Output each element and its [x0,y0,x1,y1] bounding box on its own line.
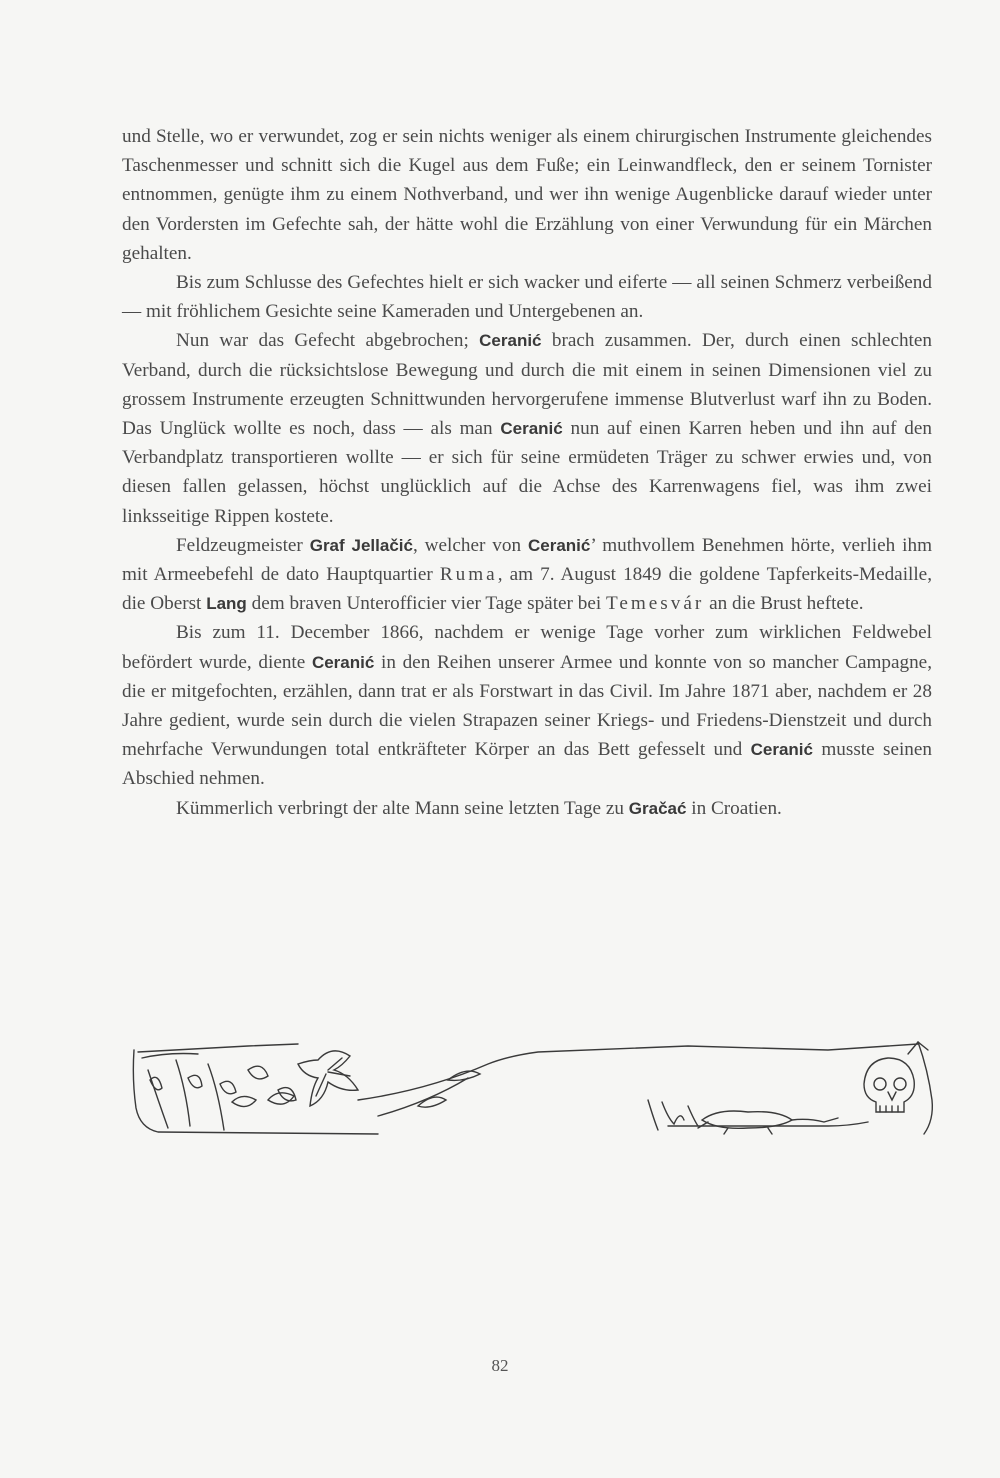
text-run: Bis zum 11. December 1866, nachdem er wenige Tage vorher zum wirklichen Feldwebel befördert wurde, diente [122,622,932,673]
text-run: brach zusammen. Der, durch einen schlechten Verband, durch die rücksichtslose Bewegung und durch die mit einem in seinen Dimensionen viel zu grossem Instrumente erzeugten Schnittwunden hervorgerufene immense Blutverlust warf ihn zu Boden. Das Unglück wollte es noch, dass — als man [122,330,932,440]
text-run: musste seinen Abschied nehmen. [122,739,933,790]
bold-name: Ceranić [527,535,591,555]
body-text [122,122,932,823]
bold-name: Ceranić [750,740,813,760]
text-run: Bis zum Schlusse des Gefechtes hielt er sich wacker und eiferte — all seinen Schmerz verbeißend — mit fröhlichem Gesichte seine Kameraden und Untergebenen an. [122,272,932,323]
text-run: an die Brust heftete. [704,593,864,615]
text-run: , welcher von [412,534,528,556]
text-run: Nun war das Gefecht abgebrochen; [176,330,480,352]
text-run: Kümmerlich verbringt der alte Mann seine letzten Tage zu [176,797,629,819]
bold-name: Graf Jellačić [309,535,413,555]
page-number: 82 [491,1356,509,1375]
text-run: und Stelle, wo er verwundet, zog er sein nichts weniger als einem chirurgischen Instrumente gleichendes Taschenmesser und schnitt sich die Kugel aus dem Fuße; ein Leinwandfleck, den er seinem Tornister entnommen, genügte ihm zu einem Nothverband, und wer ihn wenige Augenblicke darauf wieder unter den Vordersten im Gefechte sah, der hätte wohl die Erzählung von einer Verwundung für ein Märchen gehalten. [122,126,932,264]
bold-name: Ceranić [479,331,542,351]
text-run: Temesvár [605,593,705,615]
paragraph [122,326,932,530]
bold-name: Ceranić [500,419,563,439]
paragraph [122,268,932,326]
text-run: in Croatien. [686,797,782,819]
text-run: in den Reihen unserer Armee und konnte von so mancher Campagne, die er mitgefochten, erzählen, dann trat er als Forstwart in das Civil. Im Jahre 1871 aber, nachdem er 28 Jahre gedient, wurde sein durch die vielen Strapazen seiner Kriegs- und Friedens-Dienstzeit und durch mehrfache Verwundungen total entkräfteter Körper an das Bett gefesselt und [122,651,932,761]
paragraph [122,794,932,823]
paragraph [122,531,932,619]
text-run: Feldzeugmeister [176,534,310,556]
text-run: Ruma [439,564,498,586]
text-run: nun auf einen Karren heben und ihn auf den Verbandplatz transportieren wollte — er sich für seine ermüdeten Träger zu schwer erwies und, von diesen fallen gelassen, höchst unglücklich auf die Achse des Karrenwagens fiel, was ihm zwei linksseitige Rippen kostete. [122,418,932,527]
bold-name: Lang [206,594,247,614]
lily-skull-vignette-icon [128,1030,943,1140]
paragraph [122,618,932,793]
text-run: dem braven Unterofficier vier Tage später bei [246,593,606,615]
bold-name: Gračać [628,798,687,818]
bold-name: Ceranić [311,652,375,672]
text-run: ’ muthvollem Benehmen hörte, verlieh ihm mit Armeebefehl de dato Hauptquartier [122,534,932,586]
paragraph [122,122,932,268]
text-run: , am 7. August 1849 die goldene Tapferkeits-Medaille, die Oberst [122,564,932,615]
